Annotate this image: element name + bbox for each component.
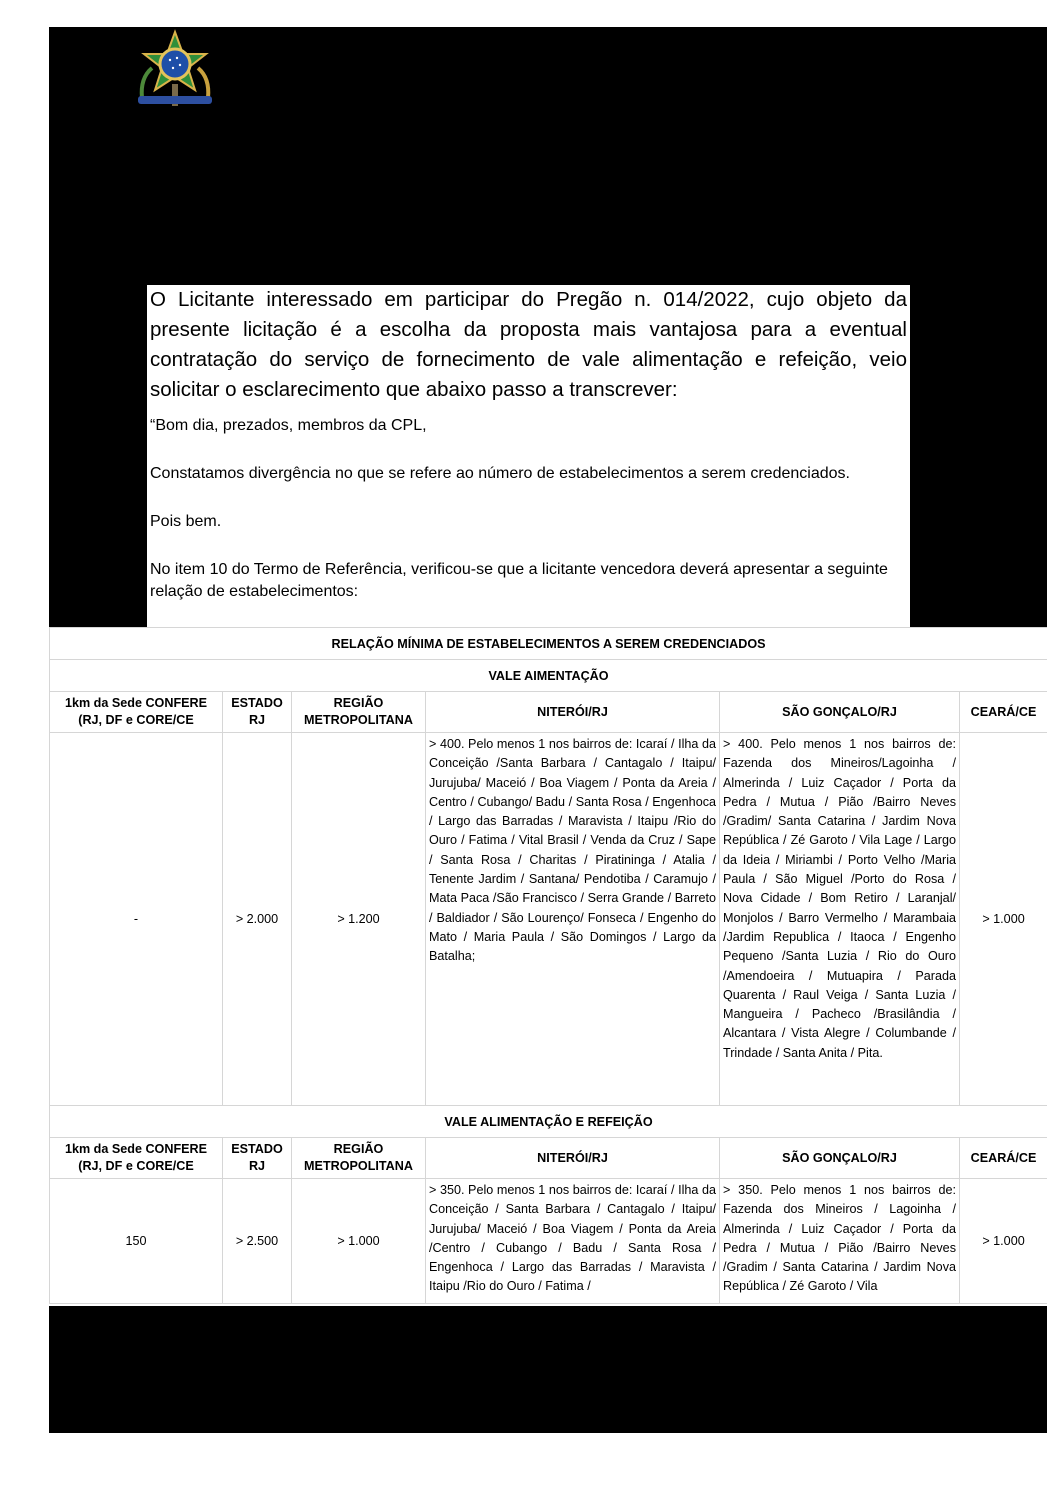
cell-ceara: > 1.000 [960,1179,1048,1304]
cell-sede: 150 [50,1179,223,1304]
header-sede: 1km da Sede CONFERE (RJ, DF e CORE/CE [50,692,223,733]
header-sao-goncalo: SÃO GONÇALO/RJ [720,1138,960,1179]
header-ceara: CEARÁ/CE [960,1138,1048,1179]
quote-greeting: “Bom dia, prezados, membros da CPL, [150,417,427,434]
section-title-vale-alimentacao-refeicao: VALE ALIMENTAÇÃO E REFEIÇÃO [50,1106,1048,1138]
intro-paragraph: O Licitante interessado em participar do Pregão n. 014/2022, cujo objeto da presente licitação é a escolha da proposta mais vantajosa para a eventual contratação do serviço de fornecimento de vale alimentação e refeição, veio solicitar o esclarecimento que abaixo passo a transcrever: [150,288,907,401]
cell-estado: > 2.500 [223,1179,292,1304]
header-regiao: REGIÃO METROPOLITANA [292,692,426,733]
cell-estado: > 2.000 [223,733,292,1106]
quote-paragraph-2: Pois bem. [150,513,222,530]
body-text-box [147,285,910,627]
cell-ceara: > 1.000 [960,733,1048,1106]
header-niteroi: NITERÓI/RJ [426,692,720,733]
table-title: RELAÇÃO MÍNIMA DE ESTABELECIMENTOS A SEREM CREDENCIADOS [50,628,1048,660]
cell-sao-goncalo: > 350. Pelo menos 1 nos bairros de: Fazenda dos Mineiros / Lagoinha / Almerinda / Luiz Caçador / Porta da Pedra / Mutua / Pião /Bairro Neves /Gradim / Santa Catarina / Jardim Nova República / Zé Garoto / Vila [720,1179,960,1304]
coat-of-arms-icon [130,28,220,116]
cell-sao-goncalo: > 400. Pelo menos 1 nos bairros de: Fazenda dos Mineiros/Lagoinha / Almerinda / Luiz Caçador / Porta da Pedra / Mutua / Pião /Bairro Neves /Gradim/ Santa Catarina / Jardim Nova República / Zé Garoto / Vila Lage / Largo da Ideia / Miriambi / Porto Velho /Maria Paula / São Miguel /Porto do Rosa / Nova Cidade / Bom Retiro / Laranjal/ Monjolos / Barro Vermelho / Marambaia /Jardim Republica / Itaoca / Engenho Pequeno /Santa Luzia / Rio do Ouro /Amendoeira / Mutuapira / Parada Quarenta / Raul Veiga / Santa Luzia / Mangueira / Pacheco /Brasilândia / Alcantara / Vista Alegre / Columbande / Trindade / Santa Anita / Pita. [720,733,960,1106]
quote-paragraph-1: Constatamos divergência no que se refere ao número de estabelecimentos a serem credenciados. [150,465,850,482]
cell-regiao: > 1.000 [292,1179,426,1304]
cell-niteroi: > 400. Pelo menos 1 nos bairros de: Icaraí / Ilha da Conceição /Santa Barbara / Cantagalo / Itaipu/ Jurujuba/ Maceió / Boa Viagem / Ponta da Areia / Centro / Cubango/ Badu / Santa Rosa / Engenhoca / Largo das Barradas / Maravista / Itaipu /Rio do Ouro / Fatima / Vital Brasil / Venda da Cruz / Sape / Santa Rosa / Charitas / Piratininga / Atalia / Tenente Jardim / Santana/ Pendotiba / Caramujo / Mata Paca /São Francisco / Serra Grande / Barreto / Baldiador / São Lourenço/ Fonseca / Engenho do Mato / Maria Paula / São Domingos / Largo da Batalha; [426,733,720,1106]
table-row [50,1179,1048,1304]
cell-niteroi: > 350. Pelo menos 1 nos bairros de: Icaraí / Ilha da Conceição / Santa Barbara / Cantagalo / Itaipu/ Jurujuba/ Maceió / Boa Viagem / Ponta da Areia /Centro / Cubango / Badu / Santa Rosa / Engenhoca / Largo das Barradas / Maravista / Itaipu /Rio do Ouro / Fatima / [426,1179,720,1304]
header-ceara: CEARÁ/CE [960,692,1048,733]
section-title-vale-alimentacao: VALE AIMENTAÇÃO [50,660,1048,692]
header-sede: 1km da Sede CONFERE (RJ, DF e CORE/CE [50,1138,223,1179]
establishments-table-area [49,627,1047,1306]
table-row [50,733,1048,1106]
establishments-table [49,627,1047,1304]
header-sao-goncalo: SÃO GONÇALO/RJ [720,692,960,733]
cell-regiao: > 1.200 [292,733,426,1106]
quote-paragraph-3: No item 10 do Termo de Referência, verificou-se que a licitante vencedora deverá apresentar a seguinte relação de estabelecimentos: [150,561,888,600]
header-estado: ESTADO RJ [223,692,292,733]
cell-sede: - [50,733,223,1106]
header-regiao: REGIÃO METROPOLITANA [292,1138,426,1179]
header-niteroi: NITERÓI/RJ [426,1138,720,1179]
redacted-footer-block [49,1306,1047,1433]
header-estado: ESTADO RJ [223,1138,292,1179]
